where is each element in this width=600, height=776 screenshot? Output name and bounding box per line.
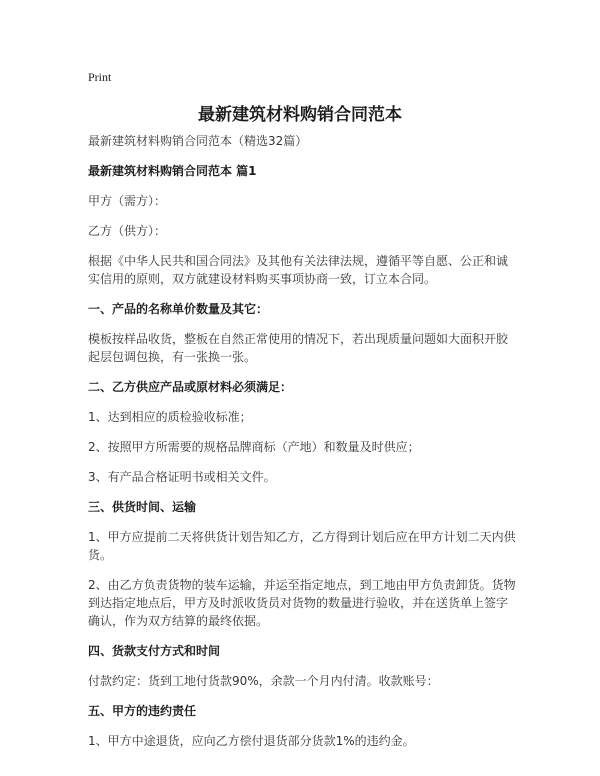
intro-paragraph: 根据《中华人民共和国合同法》及其他有关法律法规，遵循平等自愿、公正和诚实信用的原则，双方就建设材料购买事项协商一致，订立本合同。 (88, 254, 509, 286)
section-4-text: 付款约定：货到工地付货款90%，余款一个月内付清。收款账号： (88, 674, 439, 688)
party-b-line: 乙方（供方）： (88, 224, 167, 238)
section-5-heading: 五、甲方的违约责任 (88, 704, 197, 718)
section-5-item: 1、甲方中途退货，应向乙方偿付退货部分货款1%的违约金。 (88, 734, 415, 748)
section-1-text: 模板按样品收货，整板在自然正常使用的情况下，若出现质量问题如大面积开胶起层包调包换，有一张换一张。 (88, 332, 509, 364)
page-title: 最新建筑材料购销合同范本 (198, 105, 402, 125)
section-2-item: 1、达到相应的质检验收标准； (88, 410, 252, 424)
print-link[interactable]: Print (88, 70, 112, 84)
document-body (88, 132, 516, 762)
section-2-item: 3、有产品合格证明书或相关文件。 (88, 470, 276, 484)
document-subtitle: 最新建筑材料购销合同范本（精选32篇） (88, 134, 308, 148)
section-3-item: 1、甲方应提前二天将供货计划告知乙方，乙方得到计划后应在甲方计划二天内供货。 (88, 530, 516, 562)
section-3-heading: 三、供货时间、运输 (88, 500, 197, 514)
section-2-heading: 二、乙方供应产品或原材料必须满足： (88, 380, 293, 394)
section-2-item: 2、按照甲方所需要的规格品牌商标（产地）和数量及时供应； (88, 440, 420, 454)
section-3-item: 2、由乙方负责货物的装车运输，并运至指定地点，到工地由甲方负责卸货。货物到达指定地点后，甲方及时派收货员对货物的数量进行验收，并在送货单上签字确认，作为双方结算的最终依据。 (88, 578, 516, 628)
party-a-line: 甲方（需方）： (88, 194, 167, 208)
article-heading: 最新建筑材料购销合同范本 篇1 (88, 164, 257, 178)
section-4-heading: 四、货款支付方式和时间 (88, 644, 221, 658)
section-1-heading: 一、产品的名称单价数量及其它： (88, 302, 269, 316)
